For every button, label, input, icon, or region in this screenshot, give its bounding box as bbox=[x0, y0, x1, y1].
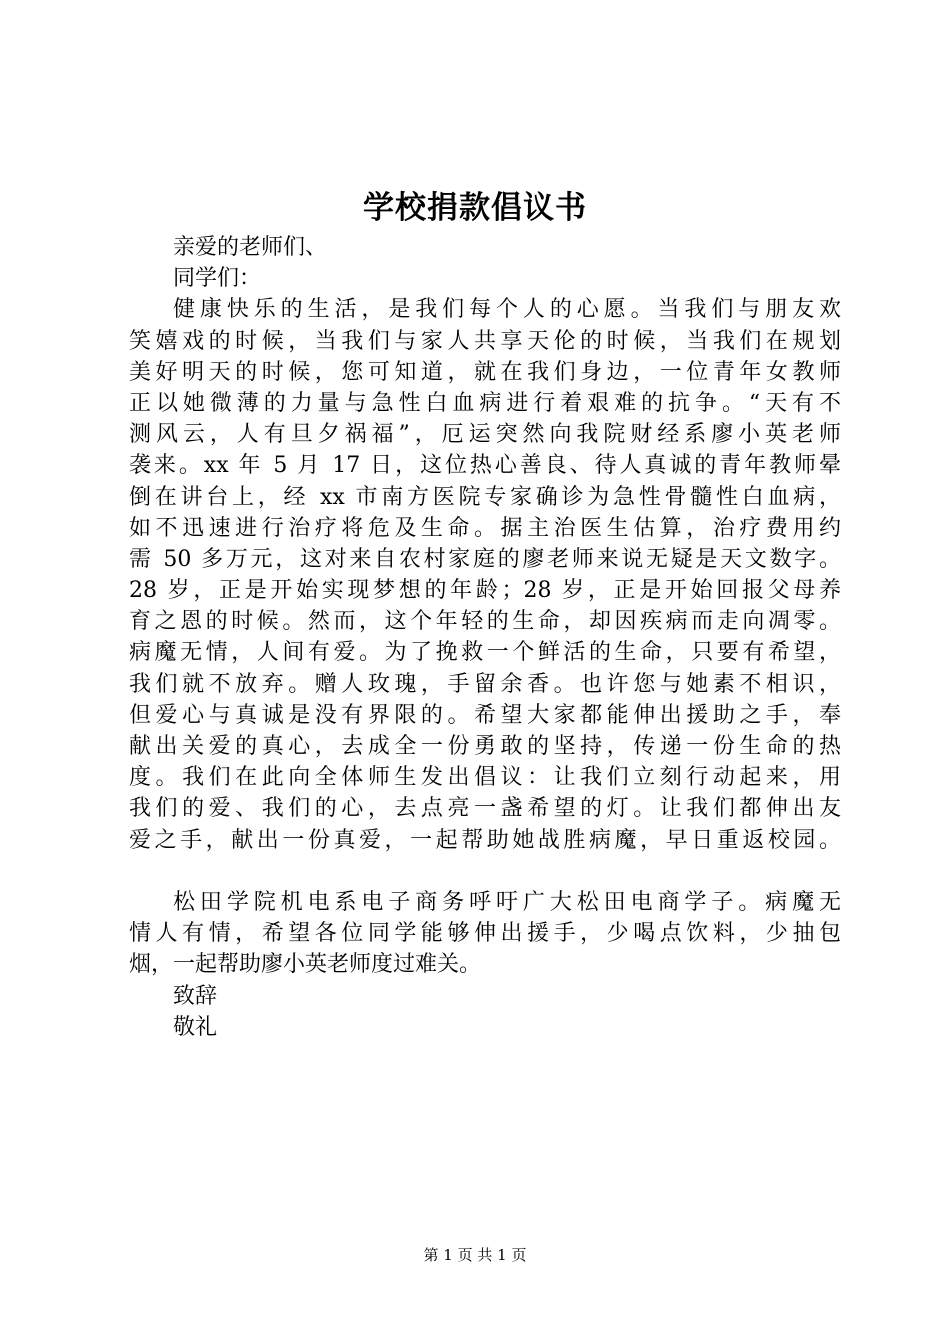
salutation-line: 亲爱的老师们、 bbox=[173, 235, 328, 260]
paragraph-line: 笑嬉戏的时候，当我们与家人共享天伦的时候，当我们在规划 bbox=[129, 328, 841, 354]
paragraph-line: 度。我们在此向全体师生发出倡议：让我们立刻行动起来，用 bbox=[129, 765, 841, 791]
closing-line: 敬礼 bbox=[173, 1014, 218, 1040]
document-title: 学校捐款倡议书 bbox=[363, 190, 587, 226]
paragraph-line: 病魔无情，人间有爱。为了挽救一个鲜活的生命，只要有希望， bbox=[129, 640, 841, 666]
paragraph-line: 但爱心与真诚是没有界限的。希望大家都能伸出援助之手，奉 bbox=[129, 702, 841, 728]
paragraph-line: 袭来。xx 年 5 月 17 日，这位热心善良、待人真诚的青年教师晕 bbox=[129, 453, 841, 479]
paragraph-2 bbox=[129, 887, 841, 981]
paragraph-line: 我们就不放弃。赠人玫瑰，手留余香。也许您与她素不相识， bbox=[129, 671, 841, 697]
paragraph-1 bbox=[129, 294, 841, 855]
paragraph-spacer bbox=[129, 856, 841, 887]
paragraph-line: 倒在讲台上，经 xx 市南方医院专家确诊为急性骨髓性白血病， bbox=[129, 484, 841, 510]
paragraph-line: 测风云，人有旦夕祸福”，厄运突然向我院财经系廖小英老师 bbox=[129, 422, 841, 448]
paragraph-line: 烟，一起帮助廖小英老师度过难关。 bbox=[129, 952, 482, 978]
paragraph-line: 情人有情，希望各位同学能够伸出援手，少喝点饮料，少抽包 bbox=[129, 921, 841, 947]
document-body bbox=[129, 232, 841, 1043]
paragraph-line: 松田学院机电系电子商务呼吁广大松田电商学子。病魔无 bbox=[173, 889, 841, 915]
paragraph-line: 正以她微薄的力量与急性白血病进行着艰难的抗争。“天有不 bbox=[129, 390, 841, 416]
paragraph-line: 美好明天的时候，您可知道，就在我们身边，一位青年女教师 bbox=[129, 359, 841, 385]
paragraph-line: 如不迅速进行治疗将危及生命。据主治医生估算，治疗费用约 bbox=[129, 515, 841, 541]
paragraph-line: 我们的爱、我们的心，去点亮一盏希望的灯。让我们都伸出友 bbox=[129, 796, 841, 822]
paragraph-line: 健康快乐的生活，是我们每个人的心愿。当我们与朋友欢 bbox=[173, 297, 841, 323]
closing-line: 致辞 bbox=[173, 983, 218, 1009]
salutation-line: 同学们： bbox=[173, 266, 262, 292]
paragraph-line: 爱之手，献出一份真爱，一起帮助她战胜病魔，早日重返校园。 bbox=[129, 827, 841, 853]
paragraph-line: 育之恩的时候。然而，这个年轻的生命，却因疾病而走向凋零。 bbox=[129, 609, 841, 635]
paragraph-line: 需 50 多万元，这对来自农村家庭的廖老师来说无疑是天文数字。 bbox=[129, 546, 841, 572]
paragraph-line: 28 岁，正是开始实现梦想的年龄；28 岁，正是开始回报父母养 bbox=[129, 578, 841, 604]
page-number-footer: 第 1 页 共 1 页 bbox=[423, 1246, 527, 1264]
paragraph-line: 献出关爱的真心，去成全一份勇敢的坚持，传递一份生命的热 bbox=[129, 734, 841, 759]
